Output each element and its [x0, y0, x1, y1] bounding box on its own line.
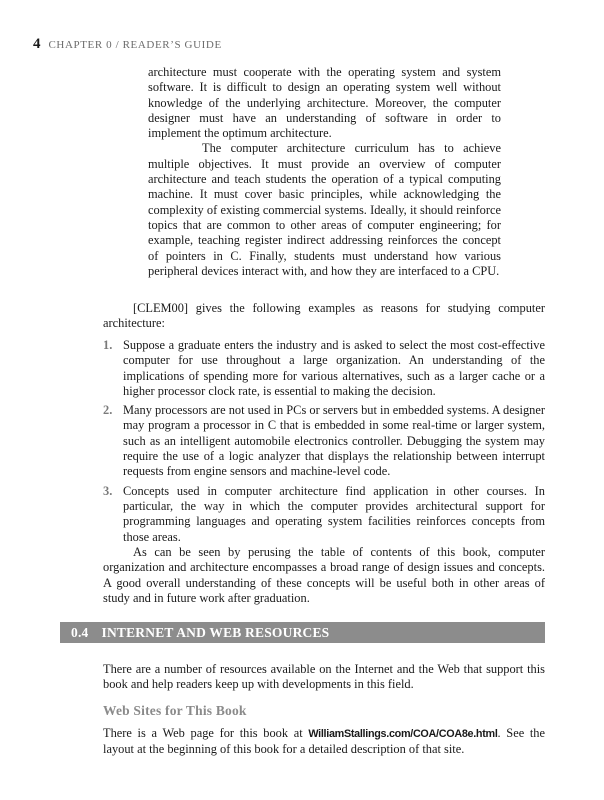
list-item: [103, 403, 545, 479]
closing-paragraph: [103, 545, 545, 606]
list-item-number: 2.: [103, 403, 113, 418]
list-item-number: 3.: [103, 483, 113, 498]
intro-paragraph: [103, 301, 545, 332]
section-number: 0.4: [71, 625, 89, 640]
reasons-list: [103, 338, 545, 549]
website-text-before: There is a Web page for this book at: [103, 726, 309, 740]
section-title: INTERNET AND WEB RESOURCES: [101, 625, 330, 640]
block-quote: [148, 65, 501, 279]
subsection-heading: Web Sites for This Book: [103, 703, 247, 718]
list-item: [103, 338, 545, 399]
list-item-text: Suppose a graduate enters the industry and is asked to select the most cost-effective computer for use throughout a large organization. An understanding of the implications of spending more for various alternatives, such as a larger cache or a higher processor clock rate, is essential to making the decision.: [123, 338, 545, 398]
website-url[interactable]: WilliamStallings.com/COA/COA8e.html: [308, 728, 498, 740]
quote-paragraph-2: The computer architecture curriculum has to achieve multiple objectives. It must provide an overview of computer architecture and teach students the operation of a typical computing machine. It must cover basic principles, while acknowledging the complexity of existing commercial systems. Ideally, it should reinforce topics that are common to other areas of computer engineering; for example, teaching register indirect addressing reinforces the concept of pointers in C. Finally, students must understand how various peripheral devices interact with, and how they are interfaced to a CPU.: [148, 141, 501, 278]
running-header: [33, 36, 222, 53]
list-item-text: Concepts used in computer architecture find application in other courses. In particular, the way in which the computer provides architectural support for programming languages and operating system facilities reinforces concepts from those areas.: [123, 483, 545, 544]
list-item-number: 1.: [103, 338, 113, 352]
quote-paragraph-1: architecture must cooperate with the operating system and system software. It is difficult to design an operating system well without knowledge of the underlying architecture. Moreover, the computer designer must have an understanding of software in order to implement the optimum architecture.: [148, 65, 501, 141]
intro-text: [CLEM00] gives the following examples as reasons for studying computer architecture:: [103, 301, 545, 331]
page-number: 4: [33, 36, 41, 52]
section-heading: [60, 622, 545, 643]
running-title: CHAPTER 0 / READER’S GUIDE: [48, 39, 222, 51]
website-text-after: . See the layout at the beginning of this book for a detailed description of that site.: [103, 726, 545, 757]
list-item: [103, 484, 545, 545]
website-paragraph: [103, 726, 545, 758]
list-item-text: Many processors are not used in PCs or servers but in embedded systems. A designer may program a processor in C that is embedded in some real-time or larger system, such as an intelligent automobile electronics controller. Debugging the system may require the use of a logic analyzer that displays the relationship between interrupt requests from engine sensors and machine-level code.: [123, 403, 545, 479]
resources-text: There are a number of resources available on the Internet and the Web that support this book and help readers keep up with developments in this field.: [103, 662, 545, 692]
closing-text: As can be seen by perusing the table of contents of this book, computer organization and architecture encompasses a broad range of design issues and concepts. A good overall understanding of these concepts will be useful both in other areas of study and in future work after graduation.: [103, 545, 545, 605]
resources-paragraph: [103, 662, 545, 693]
